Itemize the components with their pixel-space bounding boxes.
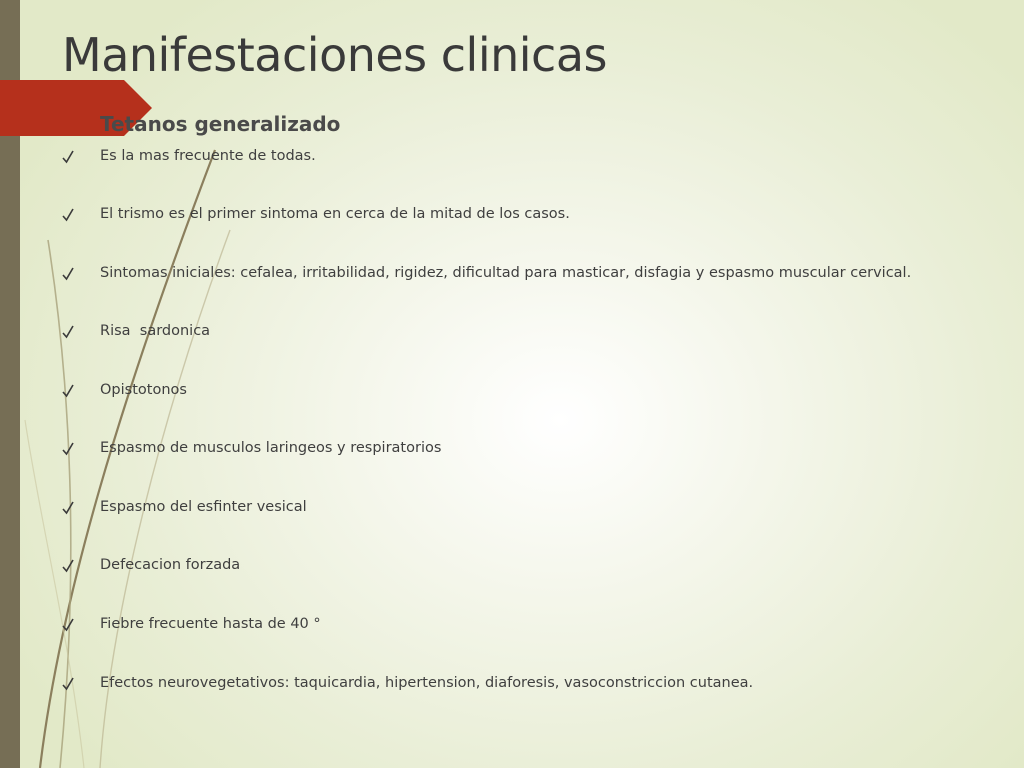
check-icon [62,618,74,632]
check-icon [62,325,74,339]
bullet-text: Defecacion forzada [100,557,241,573]
bullet-text: Espasmo del esfinter vesical [100,499,307,515]
check-icon [62,442,74,456]
bullet-text: Fiebre frecuente hasta de 40 ° [100,616,321,632]
check-icon [62,559,74,573]
slide-title: Manifestaciones clinicas [62,28,607,82]
bullet-text: El trismo es el primer sintoma en cerca de la mitad de los casos. [100,206,570,222]
slide-subtitle: Tetanos generalizado [100,112,341,136]
check-icon [62,267,74,281]
bullet-text: Risa sardonica [100,323,211,339]
bullet-text: Espasmo de musculos laringeos y respiratorios [100,440,442,456]
check-icon [62,150,74,164]
bullet-text: Efectos neurovegetativos: taquicardia, hipertension, diaforesis, vasoconstriccion cutanea. [100,675,754,691]
check-icon [62,208,74,222]
check-icon [62,384,74,398]
bullet-text: Sintomas iniciales: cefalea, irritabilidad, rigidez, dificultad para masticar, disfagia y espasmo muscular cervical. [100,265,912,281]
bullet-text: Opistotonos [100,382,187,398]
check-icon [62,501,74,515]
check-icon [62,677,74,691]
bullet-text: Es la mas frecuente de todas. [100,148,316,164]
